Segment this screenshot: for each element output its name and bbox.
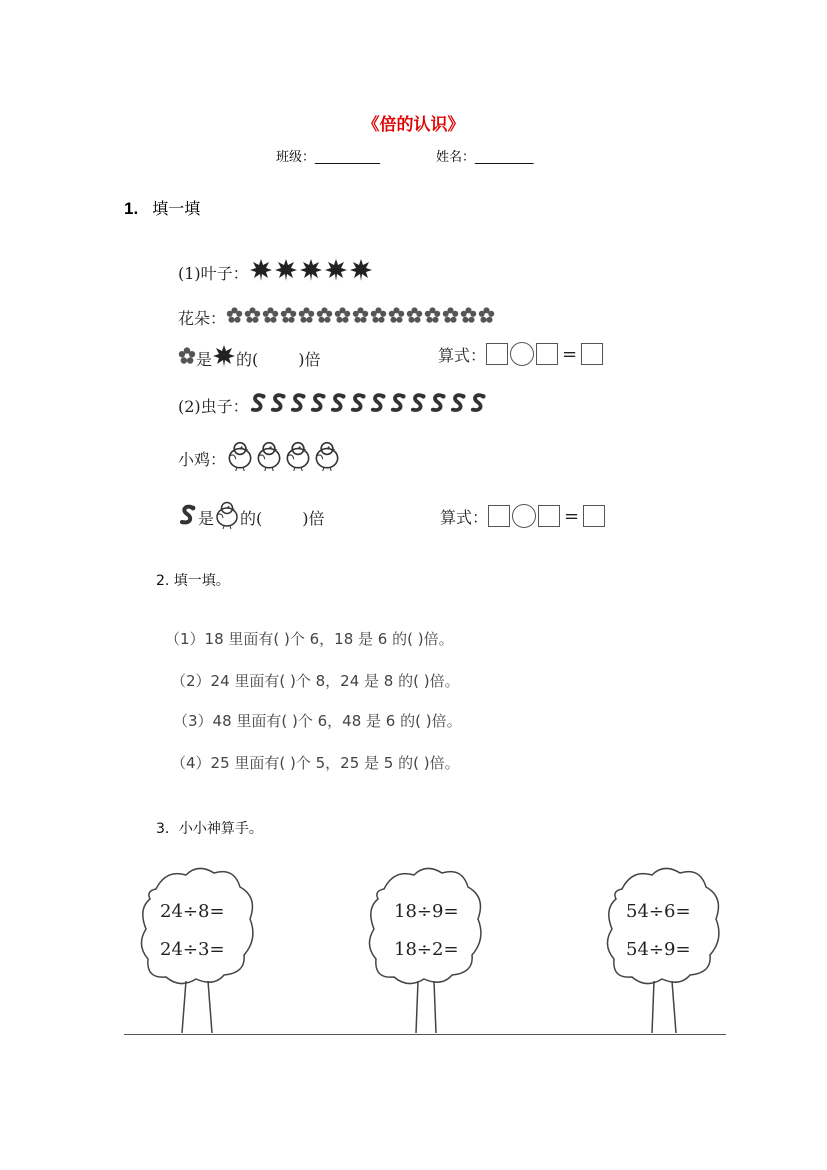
compare-is: 是 bbox=[196, 349, 213, 369]
section1-number: 1. bbox=[124, 199, 139, 218]
compare-de: 的( bbox=[236, 349, 259, 369]
formula-label: 算式： bbox=[438, 345, 487, 365]
worm-icon bbox=[249, 399, 269, 418]
class-label: 班级： bbox=[276, 150, 316, 165]
equals-sign: = bbox=[562, 343, 578, 365]
maple-leaf-icon bbox=[249, 267, 274, 286]
q1-compare-row bbox=[178, 344, 321, 372]
formula-label: 算式： bbox=[440, 507, 489, 527]
worm-icon bbox=[289, 399, 309, 418]
flower-icon bbox=[352, 309, 370, 328]
flower-icon bbox=[460, 309, 478, 328]
flower-icon bbox=[424, 309, 442, 328]
tree-2 bbox=[364, 863, 486, 1033]
maple-leaf-icon bbox=[212, 344, 236, 372]
leaves-row bbox=[178, 258, 374, 286]
formula-box[interactable] bbox=[538, 505, 560, 527]
compare-de: 的( bbox=[240, 508, 263, 528]
flower-icon bbox=[478, 309, 496, 328]
q2-formula bbox=[440, 504, 605, 528]
question-item: （3）48 里面有( )个 6，48 是 6 的( )倍。 bbox=[173, 712, 462, 730]
q2-compare-row bbox=[178, 500, 325, 534]
maple-leaf-icon bbox=[349, 267, 374, 286]
worm-icon bbox=[269, 399, 289, 418]
tree-equation: 18÷2= bbox=[394, 939, 459, 960]
tree-equation: 54÷6= bbox=[626, 901, 691, 922]
class-field bbox=[276, 146, 380, 165]
section1-heading bbox=[124, 196, 200, 219]
tree-1 bbox=[136, 863, 258, 1033]
maple-leaf-icon bbox=[299, 267, 324, 286]
flowers-icons bbox=[226, 307, 496, 328]
compare-is: 是 bbox=[198, 508, 215, 528]
tree-equation: 24÷8= bbox=[160, 901, 225, 922]
chick-icon bbox=[313, 457, 342, 476]
worm-icon bbox=[449, 399, 469, 418]
worm-icon bbox=[309, 399, 329, 418]
formula-box[interactable] bbox=[536, 343, 558, 365]
flower-icon bbox=[280, 309, 298, 328]
result-box[interactable] bbox=[581, 343, 603, 365]
flower-icon bbox=[244, 309, 262, 328]
name-label: 姓名： bbox=[436, 150, 476, 165]
flower-icon bbox=[370, 309, 388, 328]
question-item: （2）24 里面有( )个 8，24 是 8 的( )倍。 bbox=[171, 672, 460, 690]
equals-sign: = bbox=[564, 505, 580, 527]
operator-circle[interactable] bbox=[510, 342, 534, 366]
compare-end: )倍 bbox=[298, 349, 321, 369]
chicks-label: 小鸡： bbox=[178, 449, 227, 469]
worm-icon bbox=[429, 399, 449, 418]
flower-icon bbox=[298, 309, 316, 328]
chick-icon bbox=[214, 500, 240, 534]
flower-icon bbox=[262, 309, 280, 328]
chick-icon bbox=[255, 457, 284, 476]
maple-leaf-icon bbox=[324, 267, 349, 286]
flower-icon bbox=[334, 309, 352, 328]
question-item: （4）25 里面有( )个 5，25 是 5 的( )倍。 bbox=[171, 754, 460, 772]
worms-row bbox=[178, 392, 489, 418]
result-box[interactable] bbox=[583, 505, 605, 527]
flowers-label: 花朵： bbox=[178, 309, 227, 328]
worm-icon bbox=[409, 399, 429, 418]
compare-end: )倍 bbox=[302, 508, 325, 528]
section3-title: 3．小小神算手。 bbox=[156, 821, 263, 837]
flower-icon bbox=[178, 347, 196, 369]
trees-panel bbox=[124, 855, 726, 1035]
tree-equation: 54÷9= bbox=[626, 939, 691, 960]
tree-3 bbox=[602, 863, 724, 1033]
section2-title: 2. 填一填。 bbox=[156, 573, 230, 589]
flowers-row bbox=[178, 306, 496, 329]
flower-icon bbox=[316, 309, 334, 328]
leaves-label: (1)叶子： bbox=[178, 263, 249, 283]
worm-icon bbox=[178, 504, 198, 530]
tree-equation: 18÷9= bbox=[394, 901, 459, 922]
question-item: （1）18 里面有( )个 6，18 是 6 的( )倍。 bbox=[165, 630, 454, 648]
tree-equation: 24÷3= bbox=[160, 939, 225, 960]
flower-icon bbox=[226, 309, 244, 328]
flower-icon bbox=[388, 309, 406, 328]
formula-box[interactable] bbox=[488, 505, 510, 527]
name-blank: _________ bbox=[475, 150, 534, 165]
worm-icon bbox=[329, 399, 349, 418]
ground-line bbox=[124, 1034, 726, 1035]
maple-leaf-icon bbox=[274, 267, 299, 286]
page-title: 《倍的认识》 bbox=[362, 115, 465, 135]
worm-icon bbox=[389, 399, 409, 418]
worm-icon bbox=[349, 399, 369, 418]
q1-formula bbox=[438, 342, 603, 366]
chicks-row bbox=[178, 440, 342, 476]
leaves-icons bbox=[249, 258, 374, 286]
flower-icon bbox=[406, 309, 424, 328]
section1-title: 填一填 bbox=[152, 199, 201, 218]
chick-icon bbox=[284, 457, 313, 476]
worms-icons bbox=[249, 392, 489, 418]
chicks-icons bbox=[226, 440, 342, 476]
worms-label: (2)虫子： bbox=[178, 396, 249, 416]
chick-icon bbox=[226, 457, 255, 476]
class-blank: __________ bbox=[315, 150, 381, 165]
operator-circle[interactable] bbox=[512, 504, 536, 528]
worm-icon bbox=[469, 399, 489, 418]
formula-box[interactable] bbox=[486, 343, 508, 365]
worm-icon bbox=[369, 399, 389, 418]
flower-icon bbox=[442, 309, 460, 328]
name-field bbox=[436, 146, 534, 165]
